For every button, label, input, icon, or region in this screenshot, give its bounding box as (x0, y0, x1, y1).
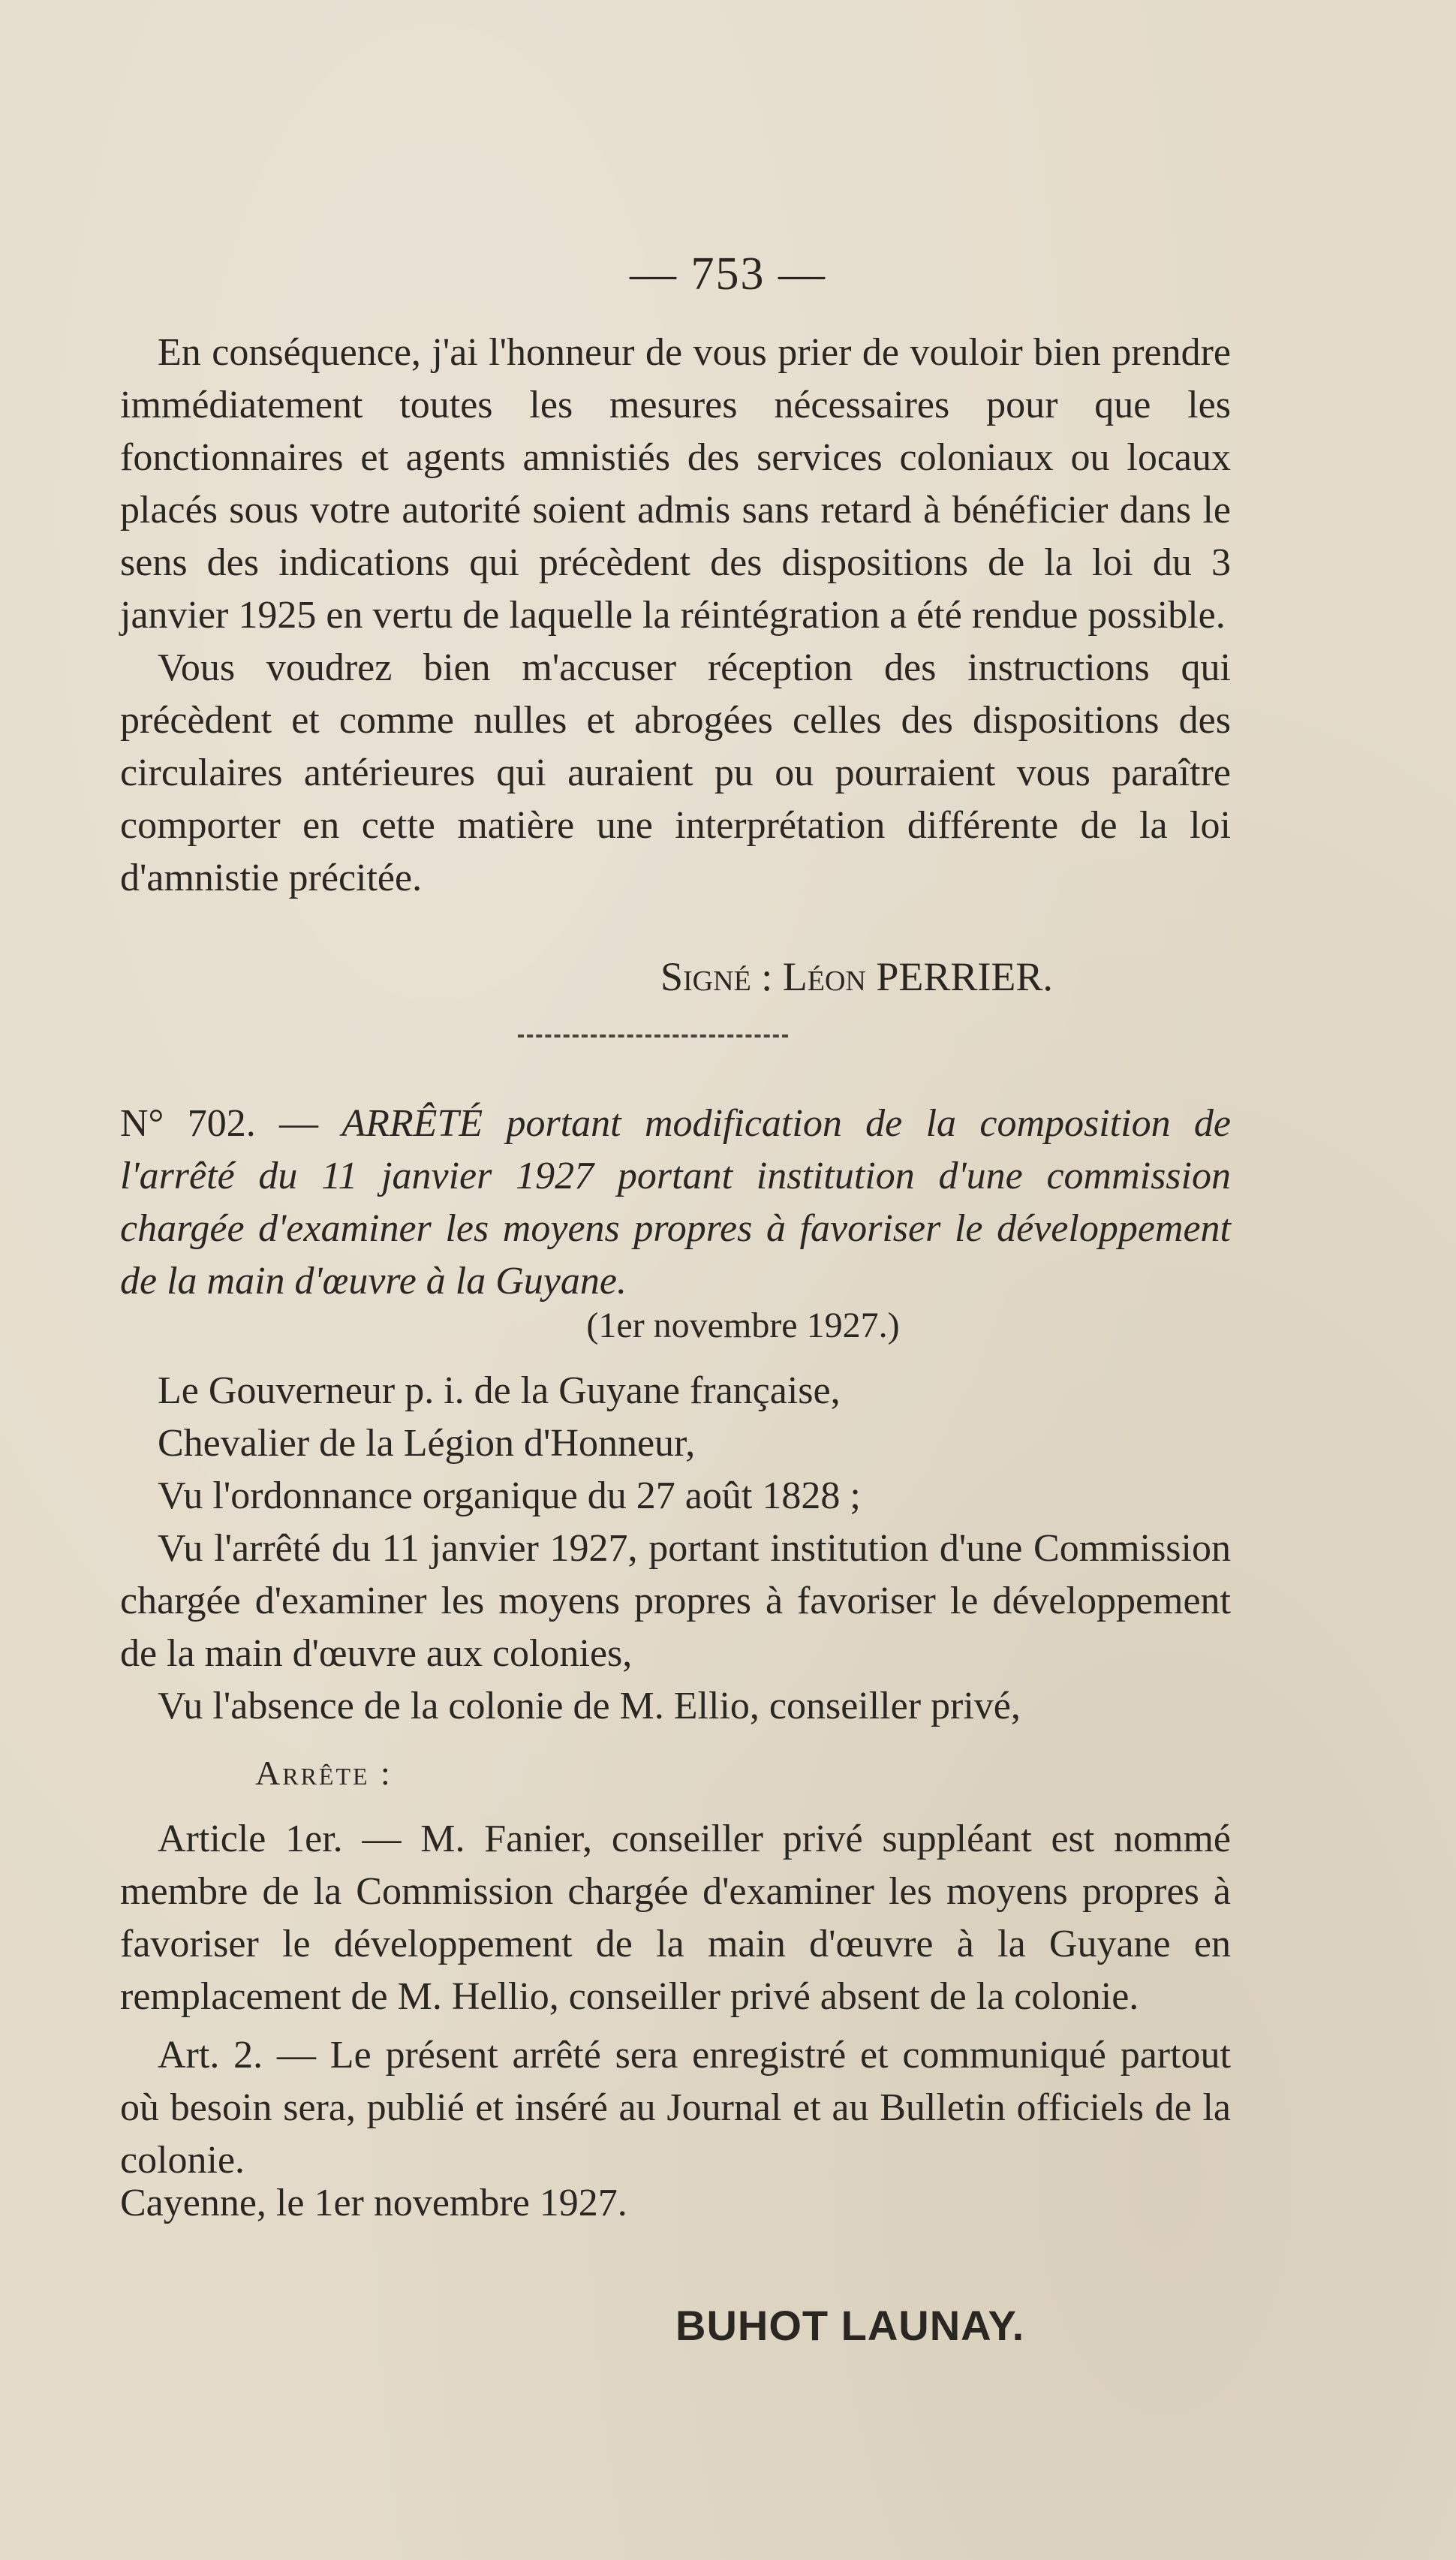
chevalier-line: Chevalier de la Légion d'Honneur, (158, 1422, 696, 1465)
place-date-line (120, 2181, 627, 2225)
intro-paragraph-1: En conséquence, j'ai l'honneur de vous prier de vouloir bien prendre immédiatement toutes les mesures nécessaires pour que les fonctionnaires et agents amnistiés des services coloniaux ou locaux placés sous votre autorité soient admis sans retard à bénéficier dans le sens des indications qui précèdent des dispositions de la loi du 3 janvier 1925 en vertu de laquelle la réintégration a été rendue possible. (120, 331, 1231, 637)
decree-title: ARRÊTÉ portant modification de la composition de l'arrêté du 11 janvier 1927 portant institution d'une commission chargée d'examiner les moyens propres à favoriser le développement de la main d'œuvre à la Guyane. (120, 1102, 1231, 1303)
decree-preamble (120, 1365, 1231, 1733)
decree-articles (120, 1813, 1231, 2187)
gouverneur-line: Le Gouverneur p. i. de la Guyane française, (158, 1369, 841, 1412)
page-number: — 753 — (630, 248, 826, 300)
closing-text: Cayenne, le 1er novembre 1927. (120, 2182, 627, 2224)
article-1: Article 1er. — M. Fanier, conseiller privé suppléant est nommé membre de la Commission chargée d'examiner les moyens propres à favoriser le développement de la main d'œuvre à la Guyane en remplacement de M. Hellio, conseiller privé absent de la colonie. (120, 1818, 1231, 2018)
intro-section (120, 327, 1231, 905)
vu-ordonnance: Vu l'ordonnance organique du 27 août 1828 ; (158, 1474, 861, 1517)
signature-perrier: Signé : Léon PERRIER. (660, 954, 1053, 999)
vu-arrete: Vu l'arrêté du 11 janvier 1927, portant institution d'une Commission chargée d'examiner les moyens propres à favoriser le développement de la main d'œuvre aux colonies, (120, 1527, 1231, 1675)
decree-heading (120, 1098, 1231, 1308)
decree-date: (1er novembre 1927.) (586, 1306, 900, 1345)
signature-buhot-launay: BUHOT LAUNAY. (675, 2302, 1025, 2349)
article-2: Art. 2. — Le présent arrêté sera enregistré et communiqué partout où besoin sera, publié et inséré au Journal et au Bulletin officiels de la colonie. (120, 2034, 1231, 2182)
intro-paragraph-2: Vous voudrez bien m'accuser réception des instructions qui précèdent et comme nulles et abrogées celles des dispositions des circulaires antérieures qui auraient pu ou pourraient vous paraître comporter en cette matière une interprétation différente de la loi d'amnistie précitée. (120, 646, 1231, 899)
vu-absence: Vu l'absence de la colonie de M. Ellio, conseiller privé, (158, 1685, 1021, 1727)
decree-number: N° 702. — (120, 1102, 319, 1145)
arrete-label: Arrête : (255, 1754, 393, 1792)
section-divider (518, 1035, 788, 1038)
